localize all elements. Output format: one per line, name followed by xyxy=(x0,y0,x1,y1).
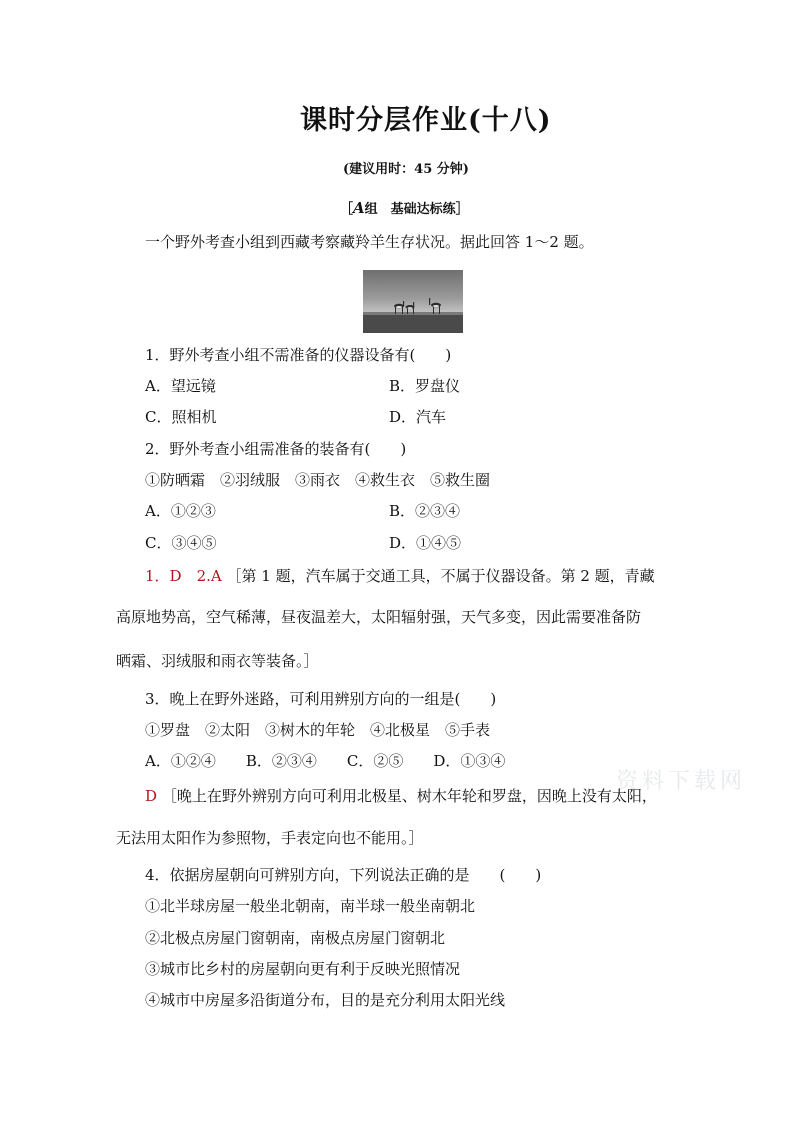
question-2-items: ①防晒霜 ②羽绒服 ③雨衣 ④救生衣 ⑤救生圈 xyxy=(145,471,491,489)
answer-3-line-1 xyxy=(145,785,657,806)
question-2-stem: 2．野外考查小组需准备的装备有( ) xyxy=(145,440,407,458)
bracket-right: ］ xyxy=(455,202,469,217)
question-1-option-b: B．罗盘仪 xyxy=(389,377,461,395)
question-1-option-a: A．望远镜 xyxy=(145,377,216,395)
intro-text: 一个野外考查小组到西藏考察藏羚羊生存状况。据此回答 1～2 题。 xyxy=(145,233,594,251)
question-1-option-c: C．照相机 xyxy=(145,408,217,426)
question-4-statement-4: ④城市中房屋多沿街道分布，目的是充分利用太阳光线 xyxy=(145,991,506,1009)
answer-1-2-line-2: 高原地势高，空气稀薄，昼夜温差大，太阳辐射强，天气多变，因此需要准备防 xyxy=(116,608,642,626)
answer-3-key: D xyxy=(145,787,158,805)
question-2-option-d: D．①④⑤ xyxy=(389,534,462,552)
question-4-statement-3: ③城市比乡村的房屋朝向更有利于反映光照情况 xyxy=(145,960,461,978)
answer-3-line-2: 无法用太阳作为参照物，手表定向也不能用。］ xyxy=(116,829,424,847)
answer-1-2-key: 1．D 2.A xyxy=(145,567,222,585)
answer-1-2-line-1 xyxy=(145,565,655,586)
page-title: 课时分层作业(十八) xyxy=(300,105,552,136)
answer-1-2-explanation-start: ［第 1 题，汽车属于交通工具，不属于仪器设备。第 2 题，青藏 xyxy=(226,567,655,585)
question-2-option-c: C．③④⑤ xyxy=(145,534,217,552)
group-heading xyxy=(340,198,469,217)
question-3-items: ①罗盘 ②太阳 ③树木的年轮 ④北极星 ⑤手表 xyxy=(145,721,491,739)
watermark: 资料下载网 xyxy=(616,769,747,794)
question-3-stem: 3．晚上在野外迷路，可利用辨别方向的一组是( ) xyxy=(145,690,497,708)
suggested-time: (建议用时：45 分钟) xyxy=(343,162,469,177)
question-2-option-b: B．②③④ xyxy=(389,502,461,520)
antelope-image xyxy=(363,270,463,333)
answer-3-explanation-start: ［晚上在野外辨别方向可利用北极星、树木年轮和罗盘，因晚上没有太阳， xyxy=(161,787,657,805)
question-1-option-d: D．汽车 xyxy=(389,408,447,426)
group-label: 组 基础达标练 xyxy=(364,202,456,217)
group-badge: A xyxy=(353,199,365,217)
question-2-option-a: A．①②③ xyxy=(145,502,216,520)
question-3-options: A．①②④ B．②③④ C．②⑤ D．①③④ xyxy=(145,752,506,770)
answer-1-2-line-3: 晒霜、羽绒服和雨衣等装备。］ xyxy=(116,652,319,670)
question-4-statement-1: ①北半球房屋一般坐北朝南，南半球一般坐南朝北 xyxy=(145,897,476,915)
bracket-left: ［ xyxy=(340,202,354,217)
question-4-statement-2: ②北极点房屋门窗朝南，南极点房屋门窗朝北 xyxy=(145,929,446,947)
question-4-stem: 4．依据房屋朝向可辨别方向，下列说法正确的是 ( ) xyxy=(145,866,542,884)
question-1-stem: 1．野外考查小组不需准备的仪器设备有( ) xyxy=(145,346,452,364)
antelope-photo xyxy=(363,270,463,333)
